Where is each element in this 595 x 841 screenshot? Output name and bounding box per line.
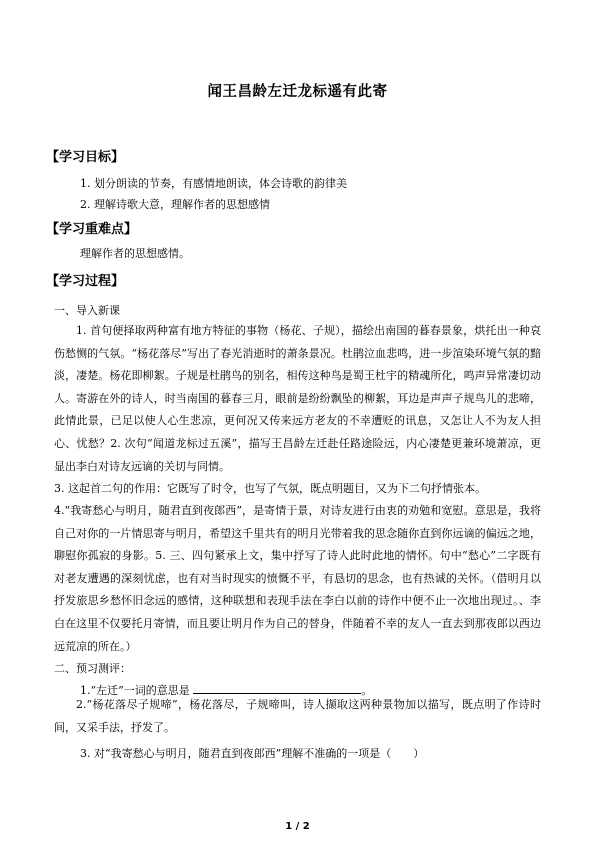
process-paragraph-3: 4.“我寄愁心与明月，随君直到夜郎西”，是寄情于景，对诗友进行由衷的劝勉和宽慰。意思是，我将自己对你的一片情思寄与明月，希望这千里共有的明月光带着我的思念随你直到你远谪的偏远之地，聊慰你孤寂的身影。5. 三、四句紧承上文，集中抒写了诗人此时此地的情怀。句中“愁心”二字既有对老友遭遇的深刻忧虑，也有对当时现实的愤慨不平，有恳切的思念，也有热诚的关怀。（借明月以抒发旅思乡愁怀旧念远的感情，这种联想和表现手法在李白以前的诗作中便不止一次地出现过。、李白在这里不仅要托月寄情，而且要让明月作为自己的替身，伴随着不幸的友人一直去到那夜郎以西边远荒凉的所在。） <box>54 504 541 653</box>
question-2-text-b: 手法，抒发了 <box>98 720 164 734</box>
question-3: 3. 对“我寄愁心与明月，随君直到夜郎西”理解不准确的一项是（ ） <box>80 747 425 760</box>
objective-item-2: 2. 理解诗歌大意，理解作者的思想感情 <box>80 198 270 211</box>
answer-blank-1[interactable] <box>193 682 361 694</box>
page-number: 1 / 2 <box>285 821 310 832</box>
question-1-text: 1.“左迁”一词的意思是 <box>80 684 190 697</box>
question-2-end: 。 <box>164 720 175 734</box>
question-2-text-a: 2.“杨花落尽子规啼”，杨花落尽，子规啼叫，诗人撷取这两种景物加以描写，既点明了作诗时间，又采 <box>54 698 541 734</box>
objective-item-1: 1. 划分朗读的节奏，有感情地朗读，体会诗歌的韵律美 <box>80 177 347 190</box>
section-1-title: 一、导入新课 <box>54 304 120 317</box>
key-points-heading: 【学习重难点】 <box>46 222 138 237</box>
question-1-end: 。 <box>361 684 373 697</box>
process-heading: 【学习过程】 <box>46 274 125 289</box>
section-2-title: 二、预习测评： <box>54 662 131 675</box>
process-paragraph-2: 3. 这起首二句的作用：它既写了时令，也写了气氛，既点明题目，又为下二句抒情张本。 <box>54 482 486 495</box>
key-points-text: 理解作者的思想感情。 <box>80 247 190 260</box>
document-title: 闻王昌龄左迁龙标遥有此寄 <box>207 84 388 100</box>
process-paragraph-1: 1. 首句便择取两种富有地方特征的事物（杨花、子规），描绘出南国的暮春景象，烘托出一种哀伤愁恻的气氛。“杨花落尽”写出了春光消逝时的萧条景况。杜鹃泣血悲鸣，进一步渲染环境气氛的黯淡，凄楚。杨花即柳絮。子规是杜鹃鸟的别名，相传这种鸟是蜀王杜宇的精魂所化，鸣声异常凄切动人。寄游在外的诗人，时当南国的暮春三月，眼前是纷纷飘坠的柳絮，耳边是声声子规鸟儿的悲啼，此情此景，已足以使人心生悲凉，更何况又传来远方老友的不幸遭贬的讯息，又怎让人不为友人担心、忧愁？2. 次句“闻道龙标过五溪”，描写王昌龄左迁赴任路途险远，内心凄楚更兼环境萧凉，更显出李白对诗友远谪的关切与同情。 <box>54 324 541 473</box>
question-2 <box>54 694 541 739</box>
objectives-heading: 【学习目标】 <box>46 150 125 165</box>
